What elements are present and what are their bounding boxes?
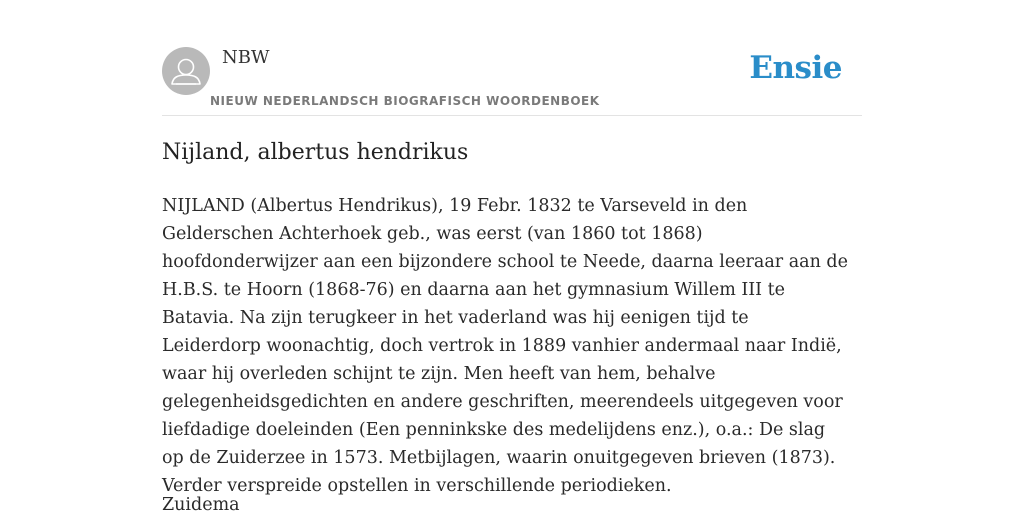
- article-author: Zuidema: [162, 495, 240, 512]
- source-name[interactable]: NBW: [222, 47, 270, 68]
- article-title: Nijland, albertus hendrikus: [162, 140, 469, 165]
- ensie-logo[interactable]: Ensie: [749, 50, 842, 86]
- avatar[interactable]: [162, 47, 210, 95]
- article-body: NIJLAND (Albertus Hendrikus), 19 Febr. 1832 te Varseveld in den Gelderschen Achterhoek geb., was eerst (van 1860 tot 1868) hoofdonderwijzer aan een bijzondere school te Neede, daarna leeraar aan de H.B.S. te Hoorn (1868-76) en daarna aan het gymnasium Willem III te Batavia. Na zijn terugkeer in het vaderland was hij eenigen tijd te Leiderdorp woonachtig, doch vertrok in 1889 vanhier andermaal naar Indië, waar hij overleden schijnt te zijn. Men heeft van hem, behalve gelegenheidsgedichten en andere geschriften, meerendeels uitgegeven voor liefdadige doeleinden (Een penninkske des medelijdens enz.), o.a.: De slag op de Zuiderzee in 1573. Metbijlagen, waarin onuitgegeven brieven (1873). Verder verspreide opstellen in verschillende periodieken.: [162, 196, 848, 496]
- source-header: [162, 40, 862, 116]
- user-placeholder-icon: [162, 47, 210, 95]
- source-full-name: NIEUW NEDERLANDSCH BIOGRAFISCH WOORDENBOEK: [210, 94, 600, 108]
